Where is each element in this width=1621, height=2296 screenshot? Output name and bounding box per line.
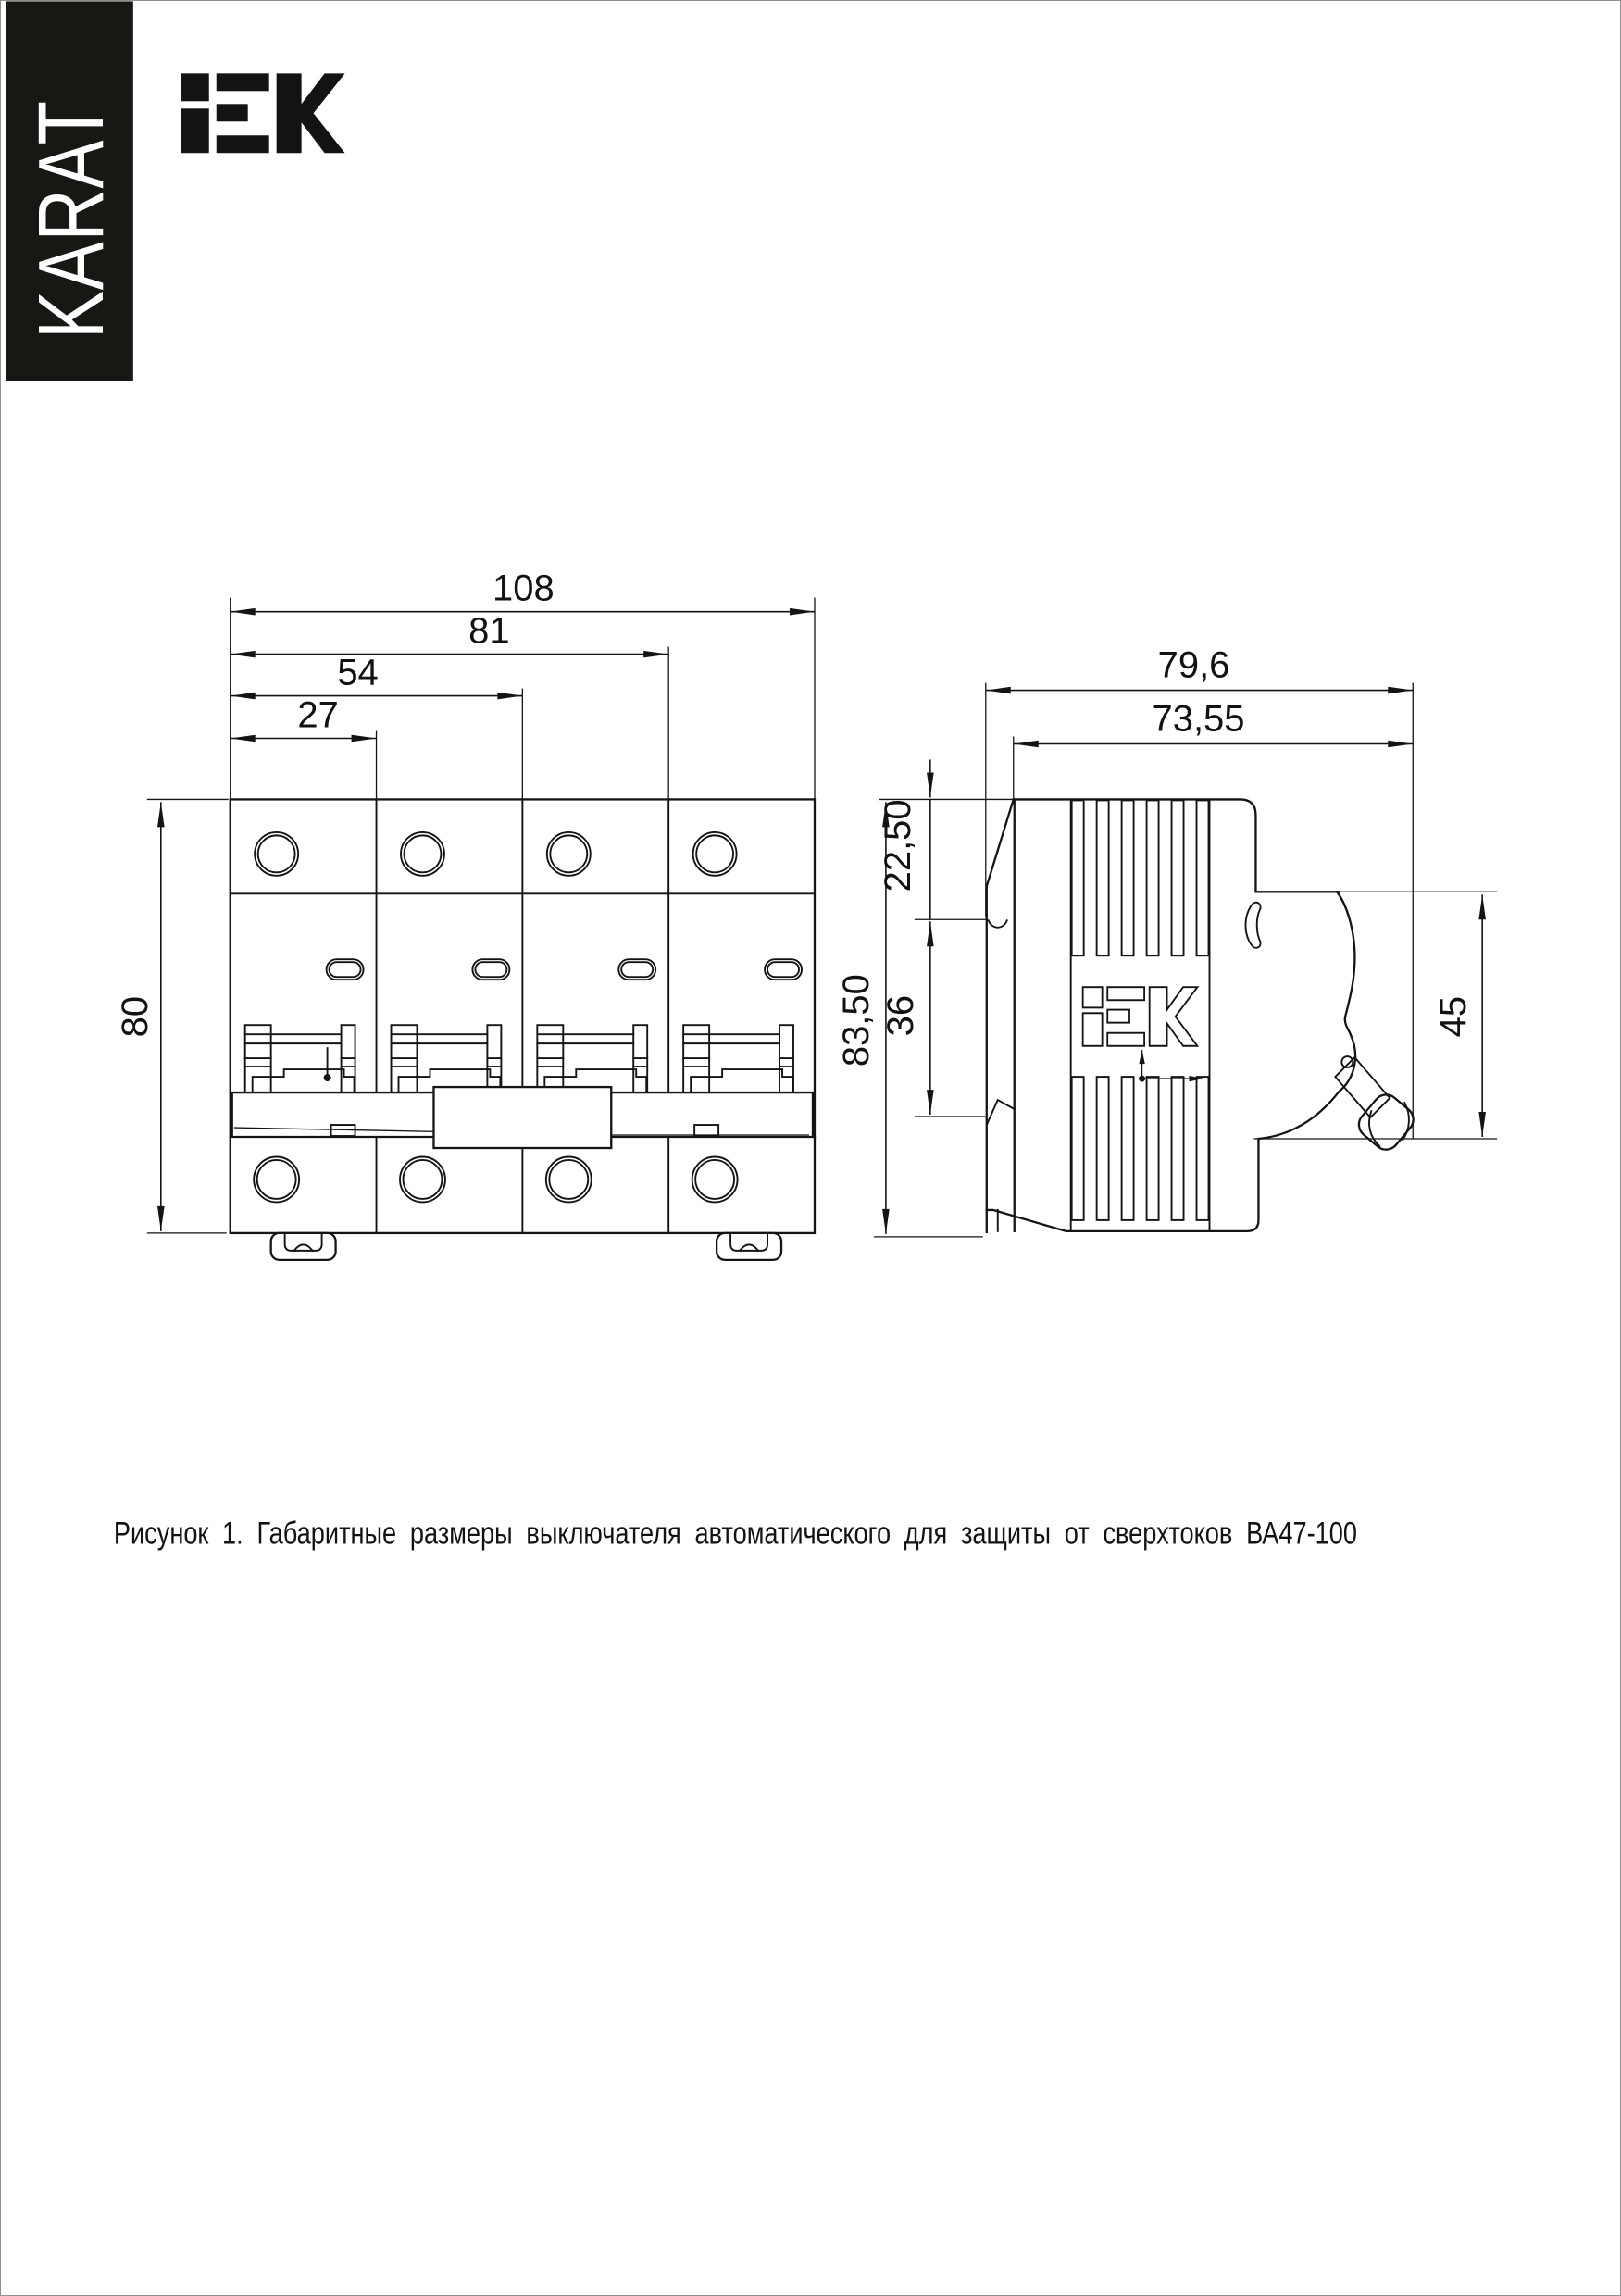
- side-view: [836, 645, 1497, 1237]
- handle-tie-center-plate: [433, 1087, 611, 1148]
- din-clip-right: [717, 1233, 781, 1260]
- dim-total-width: 108: [493, 568, 555, 609]
- iek-logo: [181, 73, 345, 153]
- dim-width-54: 54: [337, 652, 379, 693]
- dim-front-height: 80: [114, 995, 156, 1038]
- dim-body-depth: 73,55: [1152, 698, 1245, 740]
- dim-total-depth: 79,6: [1157, 644, 1230, 686]
- vent-ribs-top: [1072, 800, 1209, 955]
- vent-ribs-bottom: [1072, 1077, 1209, 1220]
- handle-tie-bar: [231, 1087, 815, 1148]
- dim-din-zone: 36: [879, 994, 921, 1037]
- dim-top-zone: 22,50: [877, 799, 918, 892]
- dim-total-height: 83,50: [835, 974, 877, 1067]
- brand-tab-label: KARAT: [19, 100, 123, 339]
- iek-logo-embossed: [1083, 987, 1198, 1046]
- dimensional-drawing: [1, 1, 1620, 2295]
- dim-front-height-45: 45: [1433, 995, 1475, 1038]
- dim-width-81: 81: [468, 610, 510, 652]
- toggle-lever: [1335, 1057, 1418, 1154]
- brand-tab: [6, 1, 133, 381]
- figure-caption: Рисунок 1. Габаритные размеры выключателя автоматического для защиты от сверхтоков ВА47-100: [113, 1515, 1357, 1552]
- dim-width-27: 27: [297, 694, 339, 736]
- front-view: [115, 568, 815, 1260]
- din-clip-left: [271, 1233, 336, 1260]
